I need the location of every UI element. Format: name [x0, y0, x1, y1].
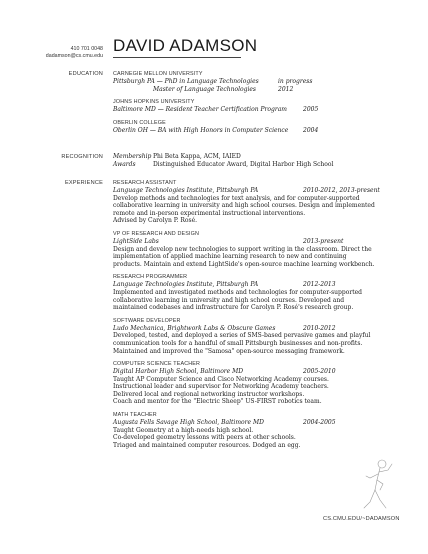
- job-title: RESEARCH PROGRAMMER: [113, 274, 188, 281]
- job-desc-line: remote and in-person experimental instructional interventions.: [113, 209, 306, 217]
- experience-label: EXPERIENCE: [64, 180, 103, 186]
- degree-date: 2004: [303, 126, 319, 134]
- school-name: JOHNS HOPKINS UNIVERSITY: [113, 99, 195, 106]
- job-desc-line: implementation of applied machine learning research to new and continuing: [113, 253, 347, 261]
- degree-line: [113, 78, 413, 86]
- job-desc-line: Delivered local and regional networking instructor workshops.: [113, 390, 305, 398]
- degree-text: Oberlin OH — BA with High Honors in Computer Science: [113, 126, 289, 134]
- recognition-content: [113, 153, 413, 169]
- job-org: Ludo Mechanica, Brightwork Labs & Obscure Games: [113, 324, 276, 332]
- job-entry: [113, 274, 413, 311]
- degree-text: Master of Language Technologies: [153, 85, 256, 93]
- education-entry: [113, 71, 413, 93]
- job-dates: 2012-2013: [303, 281, 336, 289]
- job-org-line: [113, 419, 413, 427]
- school-name: CARNEGIE MELLON UNIVERSITY: [113, 71, 203, 77]
- job-title: MATH TEACHER: [113, 412, 157, 419]
- job-desc-line: communication tools for a handful of small Pittsburgh businesses and non-profits.: [113, 339, 363, 347]
- school-name: OBERLIN COLLEGE: [113, 119, 166, 126]
- job-desc-line: Developed, tested, and deployed a series of SMS-based pervasive games and playful: [113, 332, 371, 340]
- recognition-value: Distinguished Educator Award, Digital Harbor High School: [153, 161, 334, 168]
- job-org-line: [113, 368, 413, 376]
- job-org-line: [113, 187, 413, 195]
- recognition-label: RECOGNITION: [61, 154, 103, 160]
- degree-line: [113, 106, 413, 114]
- resume-name: DAVID ADAMSON: [113, 36, 258, 55]
- email-address: dadamson@cs.cmu.edu: [45, 53, 103, 59]
- job-desc-line: Instructional leader and supervisor for Networking Academy teachers.: [113, 383, 329, 391]
- degree-line: [113, 127, 413, 135]
- job-desc-line: Design and develop new technologies to support writing in the classroom. Direct the: [113, 245, 372, 253]
- website-url[interactable]: CS.CMU.EDU/~DADAMSON: [323, 516, 400, 522]
- education-label: EDUCATION: [68, 71, 103, 77]
- job-title: VP OF RESEARCH AND DESIGN: [113, 230, 200, 237]
- job-dates: 2010-2012, 2013-present: [303, 187, 380, 194]
- job-desc-line: Coach and mentor for the "Electric Sheep" US-FIRST robotics team.: [113, 398, 322, 406]
- degree-date: 2012: [278, 85, 294, 93]
- degree-date: 2005: [303, 106, 319, 114]
- job-org: Augusta Fells Savage High School, Baltimore MD: [113, 419, 264, 427]
- job-org: Language Technologies Institute, Pittsburgh PA: [113, 281, 259, 289]
- job-desc-line: Co-developed geometry lessons with peers at other schools.: [113, 434, 296, 442]
- job-org-line: [113, 281, 413, 289]
- job-entry: [113, 361, 413, 406]
- job-title: COMPUTER SCIENCE TEACHER: [113, 361, 201, 368]
- job-desc-line: Taught AP Computer Science and Cisco Networking Academy courses.: [113, 375, 329, 383]
- job-desc-line: collaborative learning in university and high school courses. Developed and: [113, 296, 345, 304]
- recognition-row: [113, 153, 413, 161]
- degree-text: Pittsburgh PA — PhD in Language Technologies: [113, 78, 259, 85]
- degree-line: [113, 86, 413, 94]
- job-desc-line: products. Maintain and extend LightSide's open-source machine learning workbench.: [113, 260, 375, 268]
- recognition-value: Phi Beta Kappa, ACM, IAIED: [153, 153, 241, 160]
- job-entry: [113, 180, 413, 225]
- education-entry: [113, 120, 413, 135]
- job-desc-line: Develop methods and technologies for text analysis, and for computer-supported: [113, 194, 360, 202]
- job-entry: [113, 318, 413, 355]
- job-org-line: [113, 325, 413, 333]
- job-title: SOFTWARE DEVELOPER: [113, 317, 181, 324]
- job-dates: 2010-2012: [303, 324, 336, 332]
- recognition-row: [113, 161, 413, 169]
- recognition-key: Membership: [113, 153, 152, 160]
- job-desc-line: collaborative learning in university and high school courses. Design and implemented: [113, 202, 375, 210]
- job-org: LightSide Labs: [113, 237, 159, 245]
- job-title: RESEARCH ASSISTANT: [113, 180, 177, 186]
- job-org: Digital Harbor High School, Baltimore MD: [113, 368, 244, 376]
- stick-figure-illustration: [358, 458, 398, 516]
- education-content: [113, 71, 413, 140]
- job-dates: 2005-2010: [303, 368, 336, 376]
- job-desc-line: Triaged and maintained computer resources. Dodged an egg.: [113, 441, 301, 449]
- job-desc-line: Implemented and investigated methods and technologies for computer-supported: [113, 288, 363, 296]
- job-desc-line: maintained codebases and infrastructure for Carolyn P. Rosé's research group.: [113, 304, 354, 312]
- contact-info: [0, 46, 103, 60]
- phone-number: 410 701 0048: [70, 46, 103, 52]
- degree-text: Baltimore MD — Resident Teacher Certification Program: [113, 106, 287, 114]
- job-org-line: [113, 238, 413, 246]
- job-desc-line: Advised by Carolyn P. Rosé.: [113, 217, 198, 225]
- education-entry: [113, 99, 413, 114]
- job-dates: 2013-present: [303, 237, 344, 245]
- header-divider: [113, 57, 241, 58]
- job-dates: 2004-2005: [303, 419, 336, 427]
- job-desc-line: Maintained and improved the "Samosa" open-source messaging framework.: [113, 347, 345, 355]
- job-desc-line: Taught Geometry at a high-needs high school.: [113, 426, 254, 434]
- job-entry: [113, 231, 413, 268]
- recognition-key: Awards: [113, 161, 136, 168]
- degree-date: in progress: [278, 78, 313, 85]
- job-entry: [113, 412, 413, 449]
- experience-content: [113, 180, 413, 455]
- job-org: Language Technologies Institute, Pittsburgh PA: [113, 187, 259, 194]
